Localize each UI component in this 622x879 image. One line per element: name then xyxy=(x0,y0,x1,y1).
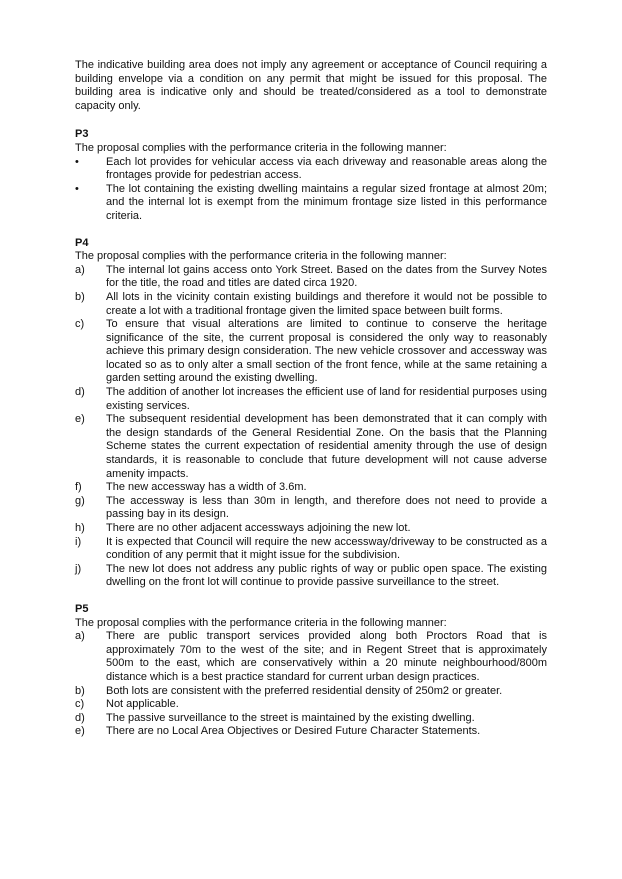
list-item-text: There are no other adjacent accessways adjoining the new lot. xyxy=(106,522,411,534)
list-marker: j) xyxy=(75,562,82,575)
list-item xyxy=(75,156,547,183)
list-item xyxy=(75,698,547,712)
list-item-text: The accessway is less than 30m in length, and therefore does not need to provide a passing bay in its design. xyxy=(106,494,547,521)
list-item xyxy=(75,495,547,522)
list-item xyxy=(75,183,547,224)
section-p5 xyxy=(75,603,547,739)
list-marker: c) xyxy=(75,698,85,711)
list-item-text: Not applicable. xyxy=(106,698,179,711)
list-item-text: The addition of another lot increases the efficient use of land for residential purposes using existing services. xyxy=(106,386,547,412)
list-item-text: The internal lot gains access onto York Street. Based on the dates from the Survey Notes for the title, the road and titles are dated circa 1920. xyxy=(106,263,547,290)
list-item xyxy=(75,712,547,726)
page-content xyxy=(75,59,547,752)
list-marker: e) xyxy=(75,413,85,426)
list-marker: e) xyxy=(75,725,85,738)
section-lead: The proposal complies with the performance criteria in the following manner: xyxy=(75,141,447,154)
sections-container xyxy=(75,128,547,739)
list-marker: b) xyxy=(75,684,85,697)
section-p3 xyxy=(75,128,547,223)
list-item xyxy=(75,522,547,536)
list-marker: a) xyxy=(75,630,85,643)
list-marker: d) xyxy=(75,386,85,399)
criteria-list xyxy=(75,630,547,739)
list-item xyxy=(75,386,547,413)
list-item-text: To ensure that visual alterations are limited to continue to conserve the heritage significance of the site, the current proposal is considered the only way to reasonably achieve this primary design consideration. The new vehicle crossover and accessway was located so as to only alter a small section of the front fence, while at the same retaining a garden setting around the existing dwelling. xyxy=(106,318,547,385)
list-item-text: The new lot does not address any public rights of way or public open space. The existing dwelling on the front lot will continue to provide passive surveillance to the street. xyxy=(106,562,547,589)
section-lead: The proposal complies with the performance criteria in the following manner: xyxy=(75,250,447,263)
list-item-text: There are no Local Area Objectives or Desired Future Character Statements. xyxy=(106,725,481,738)
list-item xyxy=(75,563,547,590)
list-marker: g) xyxy=(75,494,85,507)
list-item xyxy=(75,413,547,481)
list-item xyxy=(75,630,547,684)
criteria-list xyxy=(75,156,547,224)
list-item-text: Each lot provides for vehicular access via each driveway and reasonable areas along the frontages provide for pedestrian access. xyxy=(106,155,547,182)
list-item xyxy=(75,685,547,699)
list-item xyxy=(75,536,547,563)
list-item xyxy=(75,264,547,291)
section-heading: P4 xyxy=(75,236,89,249)
section-lead: The proposal complies with the performance criteria in the following manner: xyxy=(75,616,447,629)
list-item-text: The lot containing the existing dwelling maintains a regular sized frontage at almost 20m; and the internal lot is exempt from the minimum frontage size listed in this performance criteria. xyxy=(106,182,547,222)
list-item-text: It is expected that Council will require the new accessway/driveway to be constructed as a condition of any permit that it might issue for the subdivision. xyxy=(106,535,547,562)
criteria-list xyxy=(75,264,547,590)
list-item-text: The subsequent residential development has been demonstrated that it can comply with the design standards of the General Residential Zone. On the basis that the Planning Scheme states the current expectation of residential amenity through the use of design standards, it is reasonable to conclude that future development will not cause adverse amenity impacts. xyxy=(106,413,547,480)
list-marker: i) xyxy=(75,535,82,548)
list-marker: b) xyxy=(75,290,85,303)
intro-paragraph: The indicative building area does not imply any agreement or acceptance of Council requiring a building envelope via a condition on any permit that might be issued for this proposal. The building area is indicative only and should be treated/considered as a tool to demonstrate capacity only. xyxy=(75,59,547,112)
list-item-text: There are public transport services provided along both Proctors Road that is approximately 70m to the west of the site; and in Regent Street that is approximately 500m to the east, which are conservatively within a 20 minute neighbourhood/800m distance which is a best practice standard for current urban design practices. xyxy=(106,630,547,683)
list-item-text: Both lots are consistent with the preferred residential density of 250m2 or greater. xyxy=(106,684,503,697)
section-heading: P5 xyxy=(75,602,89,615)
list-marker: c) xyxy=(75,318,85,331)
list-item-text: The new accessway has a width of 3.6m. xyxy=(106,481,307,494)
list-marker: a) xyxy=(75,263,85,276)
list-marker: • xyxy=(75,182,79,195)
section-p4 xyxy=(75,237,547,590)
section-heading: P3 xyxy=(75,128,89,141)
list-item xyxy=(75,725,547,739)
list-item-text: The passive surveillance to the street is maintained by the existing dwelling. xyxy=(106,711,475,724)
list-item xyxy=(75,318,547,386)
list-marker: h) xyxy=(75,522,85,534)
list-item-text: All lots in the vicinity contain existing buildings and therefore it would not be possible to create a lot with a traditional frontage given the limited space between built forms. xyxy=(106,290,547,317)
list-item xyxy=(75,481,547,495)
list-item xyxy=(75,291,547,318)
list-marker: d) xyxy=(75,711,85,724)
list-marker: f) xyxy=(75,481,82,494)
list-marker: • xyxy=(75,155,79,168)
